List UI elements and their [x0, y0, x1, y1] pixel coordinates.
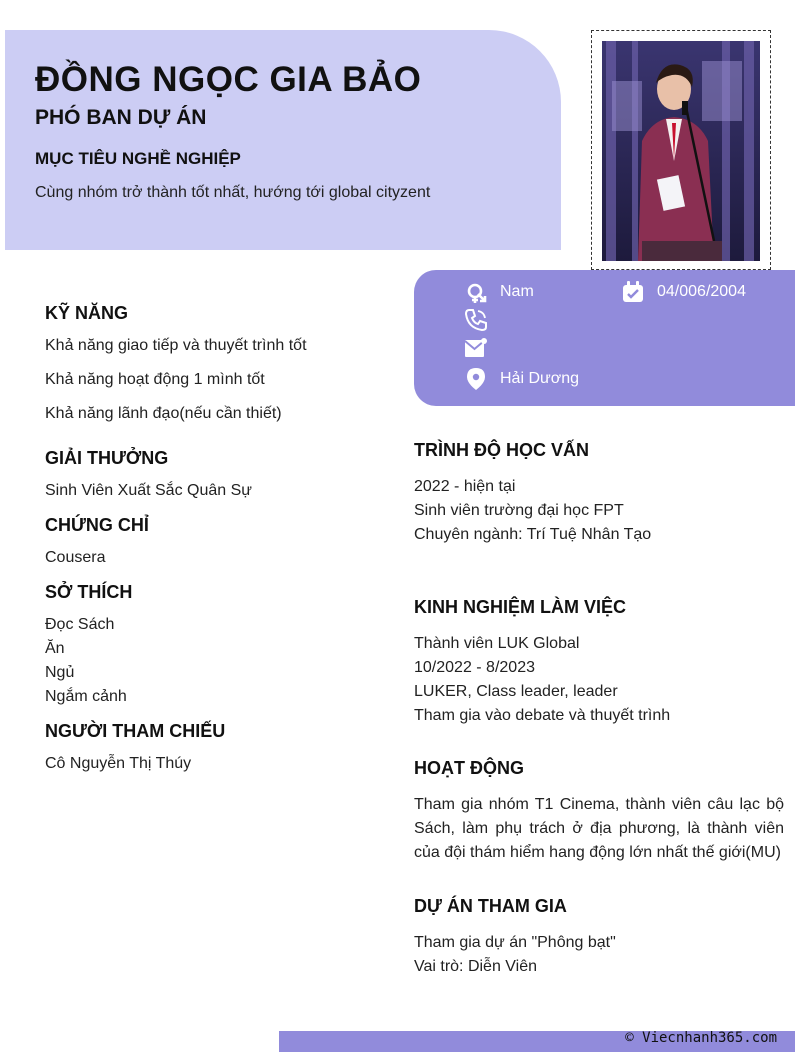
objective-text: Cùng nhóm trở thành tốt nhất, hướng tới global cityzent: [35, 184, 431, 201]
experience-line: Thành viên LUK Global: [414, 635, 580, 652]
hobby-item: Đọc Sách: [45, 616, 115, 633]
project-line: Tham gia dự án "Phông bạt": [414, 934, 616, 951]
photo-frame[interactable]: [591, 30, 771, 270]
address-row: [464, 367, 579, 391]
contact-info-box: [414, 270, 795, 406]
education-line: 2022 - hiện tại: [414, 478, 516, 495]
candidate-name: ĐỒNG NGỌC GIA BẢO: [35, 60, 422, 99]
gender-value: Nam: [500, 283, 534, 300]
left-column: [45, 300, 385, 776]
skill-item: Khả năng giao tiếp và thuyết trình tốt: [45, 337, 307, 354]
education-line: Sinh viên trường đại học FPT: [414, 502, 624, 519]
gender-row: [464, 280, 534, 304]
education-title: TRÌNH ĐỘ HỌC VẤN: [414, 440, 589, 460]
email-icon: [464, 336, 488, 360]
activities-text: Tham gia nhóm T1 Cinema, thành viên câu lạc bộ Sách, làm phụ trách ở địa phương, là thành viên của đội thám hiểm hang động lớn nhất thế giới(MU): [414, 796, 784, 861]
right-column: [414, 440, 784, 979]
location-icon: [464, 367, 488, 391]
hobbies-title: SỞ THÍCH: [45, 582, 133, 602]
profile-photo: [602, 41, 760, 261]
award-item: Sinh Viên Xuất Sắc Quân Sự: [45, 482, 252, 499]
skill-item: Khả năng lãnh đạo(nếu cần thiết): [45, 405, 282, 422]
projects-block: [414, 931, 784, 979]
experience-title: KINH NGHIỆM LÀM VIỆC: [414, 597, 627, 617]
copyright-text[interactable]: © Viecnhanh365.com: [625, 1030, 777, 1046]
skill-item: Khả năng hoạt động 1 mình tốt: [45, 371, 265, 388]
hobbies-list: [45, 613, 385, 709]
education-block: [414, 475, 784, 547]
experience-line: LUKER, Class leader, leader: [414, 683, 618, 700]
references-title: NGƯỜI THAM CHIẾU: [45, 721, 226, 741]
hobby-item: Ngắm cảnh: [45, 688, 127, 705]
address-value: Hải Dương: [500, 370, 580, 387]
skills-list: [45, 334, 385, 426]
job-position: PHÓ BAN DỰ ÁN: [35, 106, 207, 129]
objective-title: MỤC TIÊU NGHỀ NGHIỆP: [35, 149, 241, 168]
experience-line: 10/2022 - 8/2023: [414, 659, 535, 676]
hobby-item: Ngủ: [45, 664, 75, 681]
project-line: Vai trò: Diễn Viên: [414, 958, 538, 975]
projects-title: DỰ ÁN THAM GIA: [414, 896, 567, 916]
education-line: Chuyên ngành: Trí Tuệ Nhân Tạo: [414, 526, 652, 543]
experience-block: [414, 632, 784, 728]
skills-title: KỸ NĂNG: [45, 303, 129, 323]
activities-title: HOẠT ĐỘNG: [414, 758, 524, 778]
reference-item: Cô Nguyễn Thị Thúy: [45, 755, 192, 772]
email-row: [464, 336, 500, 360]
certificate-item: Cousera: [45, 549, 106, 566]
experience-line: Tham gia vào debate và thuyết trình: [414, 707, 671, 724]
gender-icon: [464, 280, 488, 304]
phone-row: [464, 308, 500, 332]
dob-row: [621, 280, 746, 304]
hobby-item: Ăn: [45, 640, 65, 657]
phone-icon: [464, 308, 488, 332]
certificates-title: CHỨNG CHỈ: [45, 515, 149, 535]
awards-title: GIẢI THƯỞNG: [45, 448, 169, 468]
calendar-icon: [621, 280, 645, 304]
dob-value: 04/006/2004: [657, 283, 746, 300]
